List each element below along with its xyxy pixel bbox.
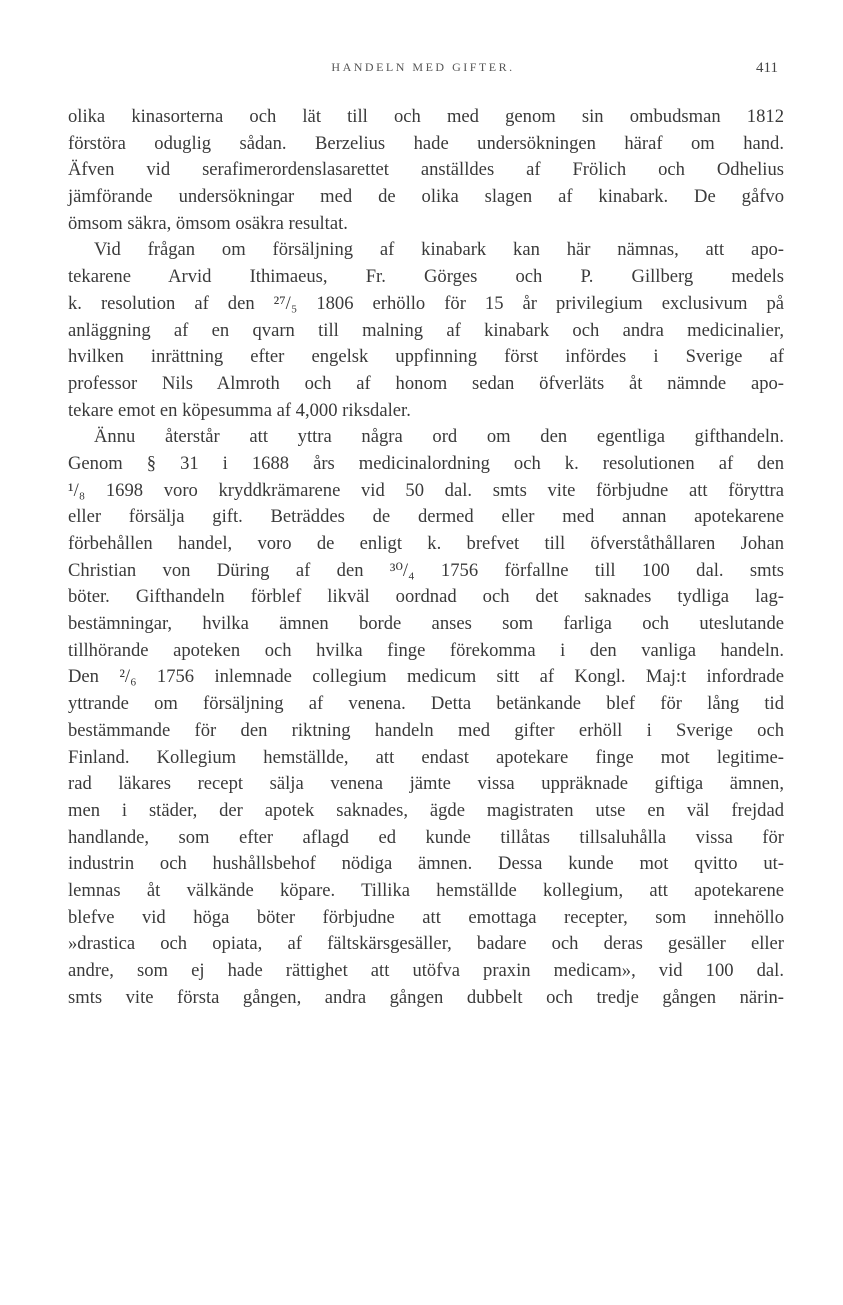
running-header: [68, 60, 778, 86]
text-line: olika kinasorterna och lät till och med genom sin ombudsman 1812: [68, 106, 784, 127]
text-line: Ännu återstår att yttra några ord om den egentliga gifthandeln.: [94, 426, 784, 448]
page-number: 411: [756, 60, 778, 76]
text-line: blefve vid höga böter förbjudne att emottaga recepter, som innehöllo: [68, 906, 784, 928]
text-line: lemnas åt välkände köpare. Tillika hemställde kollegium, att apotekarene: [68, 879, 784, 901]
text-line: ¹/₈ 1698 voro kryddkrämarene vid 50 dal. smts vite förbjudne att föryttra: [68, 479, 784, 501]
text-line: förbehållen handel, voro de enligt k. brefvet till öfverståthållaren Johan: [68, 533, 784, 554]
text-line: bestämningar, hvilka ämnen borde anses som farliga och uteslutande: [68, 613, 784, 635]
text-line: Christian von Düring af den ³⁰/₄ 1756 förfallne till 100 dal. smts: [68, 559, 784, 581]
body-text: [68, 104, 784, 1011]
text-line: hvilken inrättning efter engelsk uppfinning först infördes i Sverige af: [68, 346, 784, 368]
text-line: Finland. Kollegium hemställde, att endast apotekare finge mot legitime-: [68, 746, 784, 768]
running-title: HANDELN MED GIFTER.: [331, 60, 515, 74]
text-line: yttrande om försäljning af venena. Detta betänkande blef för lång tid: [68, 693, 784, 715]
text-line: rad läkares recept sälja venena jämte vissa uppräknade giftiga ämnen,: [68, 773, 784, 795]
text-line: ömsom säkra, ömsom osäkra resultat.: [68, 212, 348, 234]
text-line: anläggning af en qvarn till malning af kinabark och andra medicinalier,: [68, 319, 784, 341]
text-line: men i städer, der apotek saknades, ägde magistraten utse en väl frejdad: [68, 799, 784, 821]
text-line: jämförande undersökningar med de olika slagen af kinabark. De gåfvo: [68, 186, 784, 208]
text-line: Äfven vid serafimerordenslasarettet anställdes af Frölich och Odhelius: [68, 159, 784, 181]
text-line: »drastica och opiata, af fältskärsgesäller, badare och deras gesäller eller: [68, 933, 784, 955]
text-line: handlande, som efter aflagd ed kunde tillåtas tillsaluhålla vissa för: [68, 826, 784, 848]
text-line: böter. Gifthandeln förblef likväl oordnad och det saknades tydliga lag-: [68, 586, 784, 608]
text-line: tekarene Arvid Ithimaeus, Fr. Görges och P. Gillberg medels: [68, 266, 784, 288]
text-line: förstöra oduglig sådan. Berzelius hade undersökningen häraf om hand.: [68, 132, 784, 154]
text-line: eller försälja gift. Beträddes de dermed eller med annan apotekarene: [68, 506, 784, 528]
text-line: professor Nils Almroth och af honom sedan öfverläts åt nämnde apo-: [68, 372, 784, 394]
text-line: Genom § 31 i 1688 års medicinalordning och k. resolutionen af den: [68, 452, 784, 474]
text-line: industrin och hushållsbehof nödiga ämnen. Dessa kunde mot qvitto ut-: [68, 853, 784, 875]
text-line: andre, som ej hade rättighet att utöfva praxin medicam», vid 100 dal.: [68, 960, 784, 981]
text-line: Den ²/₆ 1756 inlemnade collegium medicum sitt af Kongl. Maj:t infordrade: [68, 666, 784, 688]
text-line: Vid frågan om försäljning af kinabark kan här nämnas, att apo-: [94, 239, 784, 261]
text-line: k. resolution af den ²⁷/₅ 1806 erhöllo för 15 år privilegium exclusivum på: [68, 292, 784, 314]
text-line: smts vite första gången, andra gången dubbelt och tredje gången närin-: [68, 986, 784, 1008]
text-line: tekare emot en köpesumma af 4,000 riksdaler.: [68, 399, 411, 421]
text-line: bestämmande för den riktning handeln med gifter erhöll i Sverige och: [68, 719, 784, 741]
text-line: tillhörande apoteken och hvilka finge förekomma i den vanliga handeln.: [68, 639, 784, 661]
